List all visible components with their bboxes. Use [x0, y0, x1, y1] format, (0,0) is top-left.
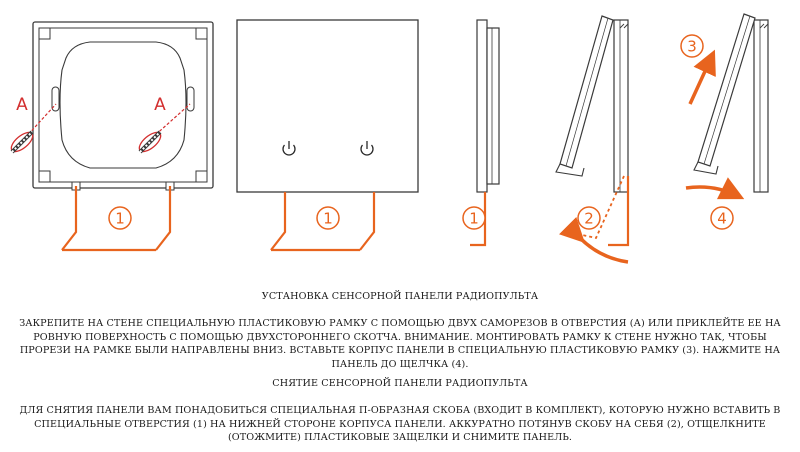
step-badge-1: 1 [323, 209, 333, 228]
panel-side-figure [463, 20, 499, 245]
panel-install-figure [681, 14, 768, 229]
mounting-frame-figure [8, 22, 213, 250]
remove-title: СНЯТИЕ СЕНСОРНОЙ ПАНЕЛИ РАДИОПУЛЬТА [272, 378, 528, 389]
step-badge-1: 1 [115, 209, 125, 228]
step-badge-3: 3 [687, 37, 697, 56]
hole-label-a: A [16, 95, 28, 115]
install-title: УСТАНОВКА СЕНСОРНОЙ ПАНЕЛИ РАДИОПУЛЬТА [261, 291, 539, 302]
screw-icon [8, 129, 36, 155]
panel-removal-figure [556, 16, 628, 262]
step-badge-2: 2 [584, 209, 594, 228]
panel-front-figure [237, 20, 418, 250]
install-instructions: ЗАКРЕПИТЕ НА СТЕНЕ СПЕЦИАЛЬНУЮ ПЛАСТИКОВУЮ РАМКУ С ПОМОЩЬЮ ДВУХ САМОРЕЗОВ В ОТВЕРСТИЯ (А) ИЛИ ПРИКЛЕЙТЕ ЕЕ НА РОВНУЮ ПОВЕРХНОСТЬ С ПОМОЩЬЮ ДВУХСТОРОННЕГО СКОТЧА. ВНИМАНИЕ. МОНТИРОВАТЬ РАМКУ К СТЕНЕ НУЖНО ТАК, ЧТОБЫ ПРОРЕЗИ НА РАМКЕ БЫЛИ НАПРАВЛЕНЫ ВНИЗ. ВСТАВЬТЕ КОРПУС ПАНЕЛИ В СПЕЦИАЛЬНУЮ ПЛАСТИКОВУЮ РАМКУ (3). НАЖМИТЕ НА ПАНЕЛЬ ДО ЩЕЛЧКА (4). [19, 318, 781, 370]
step-badge-4: 4 [717, 209, 727, 228]
remove-instructions: ДЛЯ СНЯТИЯ ПАНЕЛИ ВАМ ПОНАДОБИТЬСЯ СПЕЦИАЛЬНАЯ П-ОБРАЗНАЯ СКОБА (ВХОДИТ В КОМПЛЕКТ), КОТОРУЮ НУЖНО ВСТАВИТЬ В СПЕЦИАЛЬНЫЕ ОТВЕРСТИЯ (1) НА НИЖНЕЙ СТОРОНЕ КОРПУСА ПАНЕЛИ. АККУРАТНО ПОТЯНУВ СКОБУ НА СЕБЯ (2), ОТЩЕЛКНИТЕ (ОТОЖМИТЕ) ПЛАСТИКОВЫЕ ЗАЩЕЛКИ И СНИМИТЕ ПАНЕЛЬ. [19, 405, 781, 443]
hole-label-a: A [154, 95, 166, 115]
step-badge-1: 1 [469, 209, 479, 228]
